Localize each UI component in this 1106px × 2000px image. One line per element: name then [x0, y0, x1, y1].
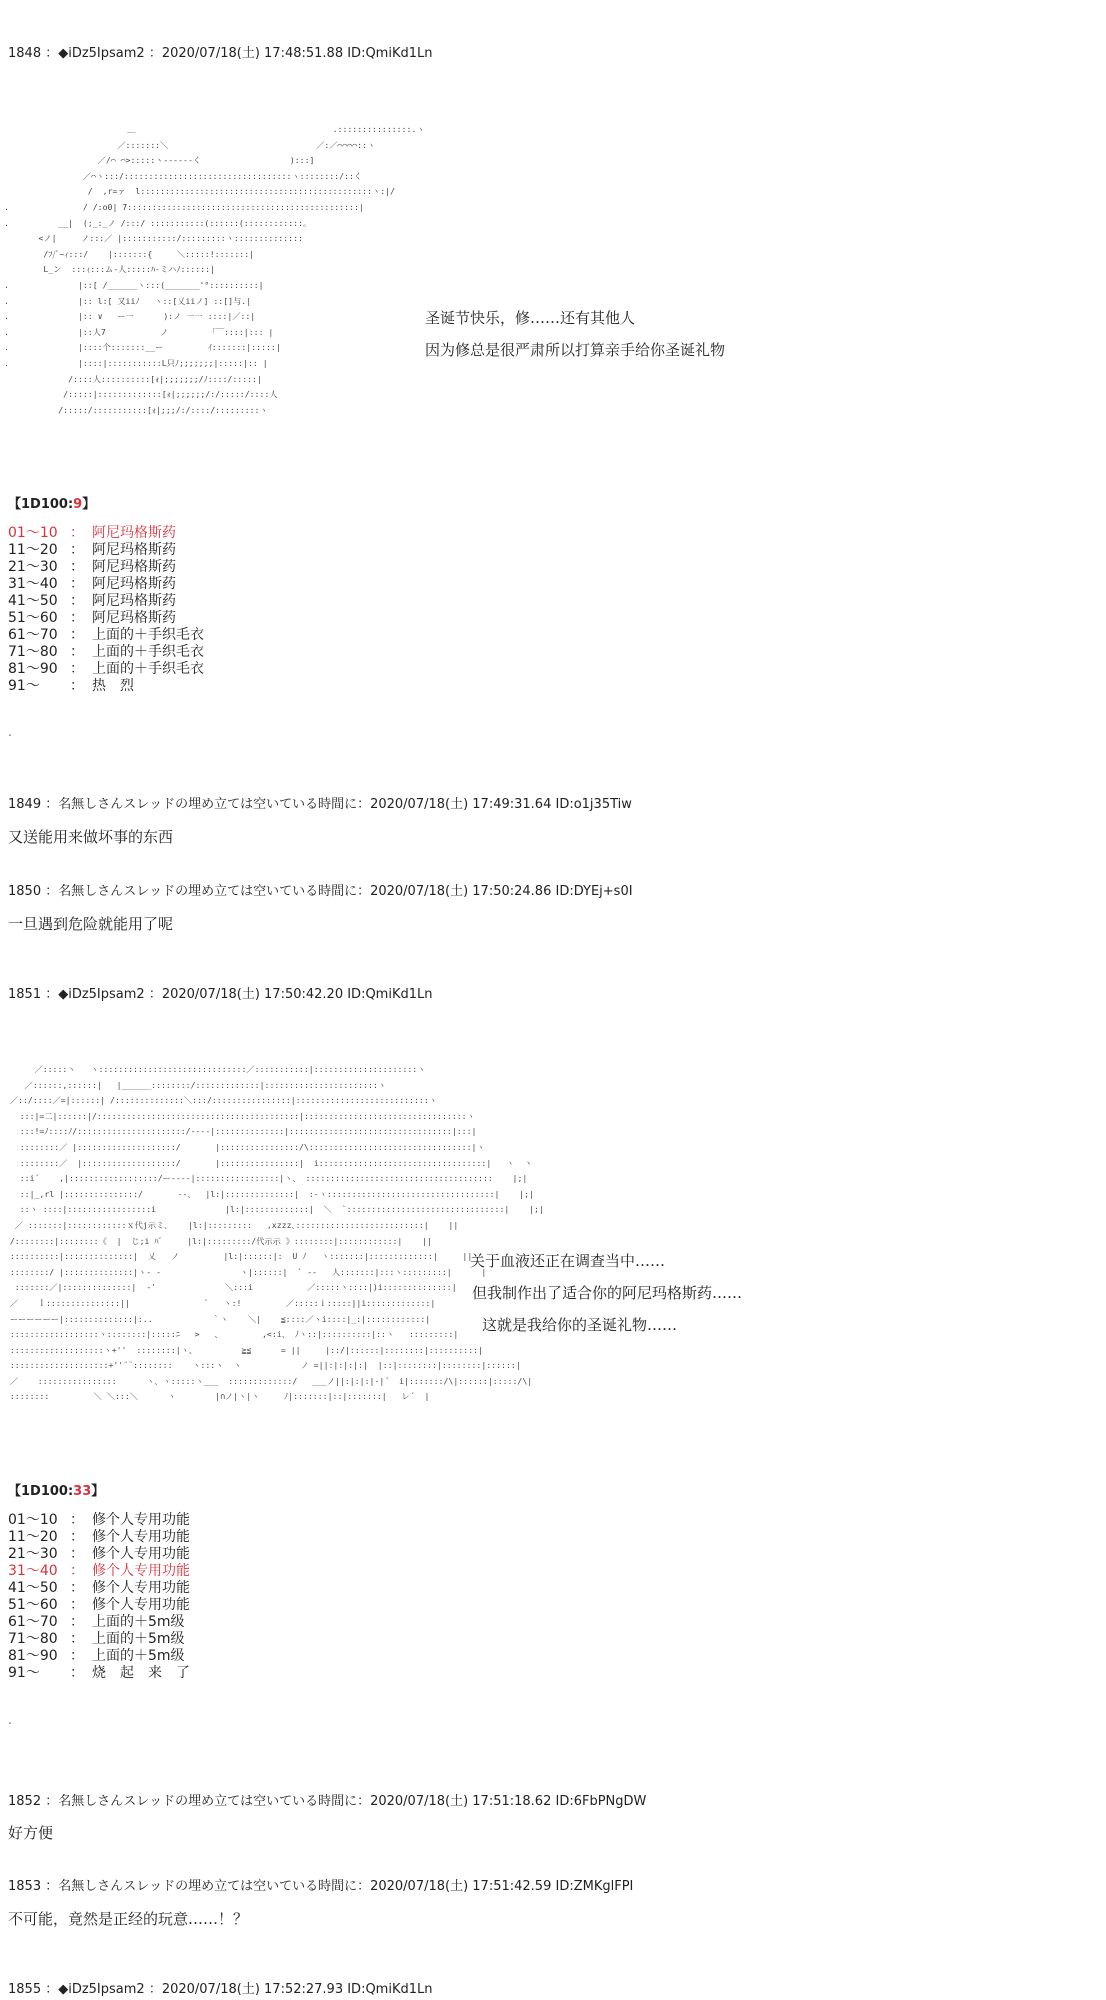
roll-separator: ：: [70, 559, 84, 575]
ascii-art-line: . |::人7 ノ 「￣::::|::: |: [4, 326, 274, 337]
roll-outcome: 热 烈: [92, 678, 134, 694]
roll-separator: ：: [70, 1614, 84, 1630]
roll-table-row: [8, 678, 204, 695]
dialog-line: 关于血液还正在调查当中……: [470, 1252, 666, 1270]
roll-table-row: [8, 1546, 190, 1563]
ascii-art-line: ／ :::::::|::::::::::::ｘ代j示ミ､ |l:|::::::::: ,xzzz､::::::::::::::::::::::::::| ||: [0, 1219, 459, 1230]
post-header-1849: 1849 ：名無しさんスレッドの埋め立ては空いている時間に：2020/07/18(土) 17:49:31.64 ID:o1j35Tiw: [8, 797, 632, 812]
post-body-1849: 又送能用来做坏事的东西: [8, 828, 174, 846]
roll-outcome: 上面的＋5m级: [92, 1631, 185, 1647]
roll-outcome: 阿尼玛格斯药: [92, 559, 176, 575]
roll-range: 01～10: [8, 525, 58, 541]
ascii-art-line: L_ン :::ｨ:::ム‐人:::::ﾊ‐ミハﾉ::::::|: [4, 264, 215, 275]
post-header-1850: 1850 ：名無しさんスレッドの埋め立ては空いている時間に：2020/07/18(土) 17:50:24.86 ID:DYEj+s0I: [8, 884, 633, 899]
roll-outcome: 阿尼玛格斯药: [92, 525, 176, 541]
ascii-art-line: /:::::/:::::::::::[ｫ|;;;/:/::::/:::::::::ヽ: [4, 404, 268, 415]
ascii-art-line: / ,r=ァ l:::::::::::::::::::::::::::::::::::::::::::::::ヽ:|/: [4, 186, 396, 197]
roll-table-row: [8, 627, 204, 644]
roll-separator: ：: [70, 1648, 84, 1664]
ascii-art-line: :::|=二|::::::|/:::::::::::::::::::::::::::::::::::::::::|:::::::::::::::::::::::::::::::::ヽ: [0, 1110, 475, 1121]
dialog-line: 因为修总是很严肃所以打算亲手给你圣诞礼物: [425, 341, 726, 359]
roll-outcome: 修个人专用功能: [92, 1529, 190, 1545]
roll-range: 41～50: [8, 593, 58, 609]
ascii-art-line: ／::::::,::::::| |______::::::::/:::::::::::::|:::::::::::::::::::::::ヽ: [0, 1079, 387, 1090]
roll-table-row: [8, 593, 204, 610]
dice-suffix: 】: [82, 497, 96, 512]
roll-outcome: 上面的＋5m级: [92, 1648, 185, 1664]
ascii-art-line: ／ :::::::::::::::: ヽ、ヽ:::::ヽ___ :::::::::::::/ ___ノ||:|:|:|‐|´ i|:::::::/\|::::::|:::::/\|: [0, 1375, 533, 1386]
dice-prefix: 【1D100:: [8, 497, 74, 512]
roll-range: 71～80: [8, 644, 58, 660]
ascii-art-line: ::::::::/ |::::::::::::::|ヽ‐ ‐ ヽ|::::::| ` ‐‐ 人:::::::|:::ヽ:::::::::| |: [0, 1266, 487, 1277]
roll-table-row: [8, 1597, 190, 1614]
dice-value: 9: [73, 497, 83, 512]
ascii-art-line: <ノ| ノ:::／ |:::::::::::/:::::::::ヽ::::::::::::::: [4, 233, 303, 244]
ascii-art-line: ::|_,rl |:::::::::::::::/ ‐‐、 |l:|::::::::::::::| :‐ヽ::::::::::::::::::::::::::::::::::| |;|: [0, 1188, 534, 1199]
ascii-art-line: ／⌒ヽ:::/::::::::::::::::::::::::::::::::::ヽ::::::::/::く: [4, 170, 363, 181]
ascii-art-line: . __| (;_:_ノ /:::/ :::::::::::(::::::(::::::::::::。: [4, 217, 312, 228]
roll-range: 11～20: [8, 1529, 58, 1545]
roll-separator: ：: [70, 1512, 84, 1528]
roll-range: 61～70: [8, 1614, 58, 1630]
ascii-art-line: ::ヽ ::::|:::::::::::::::::i |l:|:::::::::::::| ＼ `::::::::::::::::::::::::::::::::| |;|: [0, 1204, 544, 1215]
roll-range: 51～60: [8, 610, 58, 626]
ascii-art-line: /ﾌ/ﾞ~ｨ:::/ |:::::::{ ＼:::::!:::::::|: [4, 248, 255, 259]
roll-separator: ：: [70, 1631, 84, 1647]
roll-range: 41～50: [8, 1580, 58, 1596]
roll-outcome: 阿尼玛格斯药: [92, 610, 176, 626]
roll-outcome: 上面的＋手织毛衣: [92, 627, 204, 643]
ascii-art-line: ＿ .:::::::::::::::.ヽ: [4, 124, 425, 134]
ascii-art-line: ::::::::／ |::::::::::::::::::::/ |::::::::::::::::/\:::::::::::::::::::::::::::::::::|ヽ: [0, 1141, 485, 1152]
ascii-art-line: ::::::::::::::::::::+''¨¨:::::::: ヽ:::ヽ ヽ ノ =||:|:|:|:| |::|::::::::|::::::::|::::::|: [0, 1360, 521, 1371]
ascii-art-line: ／::/::::／=|::::::| /::::::::::::::＼:::/::::::::::::::::|:::::::::::::::::::::::::::ヽ: [0, 1095, 437, 1106]
roll-range: 91～: [8, 678, 40, 694]
dice-roll-title-1848: [8, 493, 95, 512]
roll-separator: ：: [70, 576, 84, 592]
dice-suffix: 】: [91, 1484, 105, 1499]
post-header-1848: 1848 ：◆iDz5Ipsam2 ：2020/07/18(土) 17:48:51.88 ID:QmiKd1Ln: [8, 46, 433, 61]
ascii-art-line: ::::::::::::::::::ヽ::::::::|:::::ﾆ > 、 ,<:i、 ﾉヽ::|::::::::::|::ヽ :::::::::|: [0, 1329, 459, 1340]
roll-table-row: [8, 1563, 190, 1580]
roll-table-row: [8, 1512, 190, 1529]
roll-outcome: 阿尼玛格斯药: [92, 593, 176, 609]
roll-outcome: 阿尼玛格斯药: [92, 576, 176, 592]
ascii-art-line: . |::::个:::::::__ー ｲ:::::::|:::::|: [4, 342, 281, 353]
roll-table-row: [8, 1631, 190, 1648]
trailing-dot: .: [8, 725, 12, 739]
roll-outcome: 修个人专用功能: [92, 1512, 190, 1528]
ascii-art-line: ::i´ ,|::::::::::::::::::/ー‐‐‐‐|:::::::::::::::::|ヽ、 :::::::::::::::::::::::::::::::::::::: |;|: [0, 1173, 528, 1184]
roll-separator: ：: [70, 1597, 84, 1613]
roll-separator: ：: [70, 1546, 84, 1562]
ascii-art-1848: [4, 122, 425, 418]
roll-range: 91～: [8, 1665, 40, 1681]
ascii-art-line: /::::人::::::::::[ｫ|;;;;;;;/ﾉ::::/:::::|: [4, 373, 262, 384]
roll-separator: ：: [70, 644, 84, 660]
post-body-1853: 不可能，竟然是正经的玩意……！？: [8, 1910, 249, 1928]
roll-separator: ：: [70, 525, 84, 541]
roll-outcome: 阿尼玛格斯药: [92, 542, 176, 558]
ascii-art-1851: [0, 1062, 544, 1405]
roll-range: 21～30: [8, 1546, 58, 1562]
roll-outcome: 上面的＋手织毛衣: [92, 644, 204, 660]
dice-roll-title-1851: [8, 1480, 104, 1499]
roll-separator: ：: [70, 678, 84, 694]
dice-prefix: 【1D100:: [8, 1484, 74, 1499]
roll-outcome: 修个人专用功能: [92, 1580, 190, 1596]
ascii-art-line: :::::::::::::::::::ヽ+'' ::::::::|ヽ、 ≧≦ = || |::/|::::::|::::::::|::::::::::|: [0, 1344, 483, 1355]
roll-outcome: 上面的＋手织毛衣: [92, 661, 204, 677]
roll-outcome: 烧 起 来 了: [92, 1665, 190, 1681]
trailing-dot: .: [8, 1713, 12, 1727]
ascii-art-line: ／:::::::＼ ／:／⌒⌒⌒⌒::ヽ: [4, 139, 376, 150]
roll-outcome: 修个人专用功能: [92, 1597, 190, 1613]
roll-range: 81～90: [8, 661, 58, 677]
ascii-art-line: . |::[ /______ヽ:::(_______'°::::::::::|: [4, 279, 264, 290]
ascii-art-line: ::::::::::|::::::::::::::| 乂 ノ |l:|::::::|: U ﾉ ヽ:::::::|:::::::::::::| ||: [0, 1251, 473, 1262]
ascii-art-line: . / /:o0| 7:::::::::::::::::::::::::::::::::::::::::::::::|: [4, 201, 364, 212]
dialog-line: 但我制作出了适合你的阿尼玛格斯药……: [472, 1284, 743, 1302]
ascii-art-line: ::::::::／ |:::::::::::::::::::/ |::::::::::::::::| i::::::::::::::::::::::::::::::::::| ヽ ヽ: [0, 1157, 533, 1168]
roll-separator: ：: [70, 661, 84, 677]
roll-range: 11～20: [8, 542, 58, 558]
roll-table-row: [8, 661, 204, 678]
post-header-1855: 1855 ：◆iDz5Ipsam2 ：2020/07/18(土) 17:52:27.93 ID:QmiKd1Ln: [8, 1982, 433, 1997]
roll-separator: ：: [70, 627, 84, 643]
roll-separator: ：: [70, 593, 84, 609]
roll-table-row: [8, 1614, 190, 1631]
roll-table-row: [8, 1580, 190, 1597]
roll-outcome: 修个人专用功能: [92, 1563, 190, 1579]
roll-table-row: [8, 525, 204, 542]
post-header-1851: 1851 ：◆iDz5Ipsam2 ：2020/07/18(土) 17:50:42.20 ID:QmiKd1Ln: [8, 987, 433, 1002]
roll-separator: ：: [70, 542, 84, 558]
roll-range: 71～80: [8, 1631, 58, 1647]
roll-range: 81～90: [8, 1648, 58, 1664]
dialog-1848: [425, 302, 725, 366]
roll-range: 01～10: [8, 1512, 58, 1528]
roll-table-row: [8, 1665, 190, 1682]
roll-separator: ：: [70, 1580, 84, 1596]
roll-table-row: [8, 576, 204, 593]
roll-separator: ：: [70, 1563, 84, 1579]
ascii-art-line: . |:: ∨ ー一 ):ノ 一一 ::::|／::|: [4, 311, 256, 322]
roll-range: 31～40: [8, 576, 58, 592]
ascii-art-line: :::::::／|::::::::::::::| ‐' ＼:::i ／:::::ヽ::::|)i::::::::::::::|: [0, 1282, 457, 1293]
roll-separator: ：: [70, 1665, 84, 1681]
ascii-art-line: /::::::::|::::::::《 | じ;i ﾊﾞ |l:|:::::::::/代示示 》::::::::|::::::::::::| ||: [0, 1235, 432, 1246]
ascii-art-line: ーーーーーー|::::::::::::::|:.. ｀ヽ ＼| ≦::::／ヽi::::|_:|::::::::::::|: [0, 1313, 431, 1324]
ascii-art-line: ／ ｌ:::::::::::::::|| ` ヽ:! ／:::::ｉ:::::||i:::::::::::::|: [0, 1297, 436, 1308]
post-header-1853: 1853 ：名無しさんスレッドの埋め立ては空いている時間に：2020/07/18(土) 17:51:42.59 ID:ZMKglFPI: [8, 1879, 634, 1894]
post-body-1852: 好方便: [8, 1824, 54, 1842]
dialog-line: 圣诞节快乐，修……还有其他人: [425, 309, 636, 327]
roll-table-row: [8, 1648, 190, 1665]
ascii-art-line: :::!=ﾉ::::ﾉ/::::::::::::::::::::::/‐‐‐‐|::::::::::::::|:::::::::::::::::::::::::::::::::|:::|: [0, 1126, 477, 1137]
roll-outcome: 修个人专用功能: [92, 1546, 190, 1562]
ascii-art-line: ／:::::ヽ ヽ::::::::::::::::::::::::::::::／:::::::::::|:::::::::::::::::::::ヽ: [0, 1064, 426, 1074]
roll-table-1851: [8, 1512, 190, 1682]
dialog-1851: [470, 1245, 742, 1341]
roll-table-row: [8, 542, 204, 559]
roll-separator: ：: [70, 610, 84, 626]
roll-outcome: 上面的＋5m级: [92, 1614, 185, 1630]
roll-table-row: [8, 644, 204, 661]
ascii-art-line: ／/⌒ ⌒>:::::ヽ-‐‐‐‐-く ):::]: [4, 155, 315, 166]
ascii-art-line: . |:: l:[ 又iiﾉ ヽ::[乂iiノ] ::[]与.|: [4, 295, 252, 306]
ascii-art-line: . |::::|:::::::::::L只ﾉ;;;;;;;|:::::|:: |: [4, 357, 268, 368]
ascii-art-line: /:::::|:::::::::::::[ｫ|;;;;;;/:/:::::/::::人: [4, 389, 278, 400]
post-header-1852: 1852 ：名無しさんスレッドの埋め立ては空いている時間に：2020/07/18(土) 17:51:18.62 ID:6FbPNgDW: [8, 1794, 647, 1809]
post-body-1850: 一旦遇到危险就能用了呢: [8, 915, 174, 933]
ascii-art-line: :::::::: ＼ ＼:::＼ ヽ |∩ノ|ヽ|ヽ ﾉ|:::::::|::|:::::::| レ´ |: [0, 1391, 430, 1402]
roll-range: 21～30: [8, 559, 58, 575]
roll-range: 31～40: [8, 1563, 58, 1579]
roll-separator: ：: [70, 1529, 84, 1545]
roll-table-row: [8, 1529, 190, 1546]
roll-table-row: [8, 559, 204, 576]
roll-table-1848: [8, 525, 204, 695]
dialog-line: 这就是我给你的圣诞礼物……: [482, 1316, 678, 1334]
dice-value: 33: [73, 1484, 92, 1499]
roll-range: 51～60: [8, 1597, 58, 1613]
roll-range: 61～70: [8, 627, 58, 643]
roll-table-row: [8, 610, 204, 627]
